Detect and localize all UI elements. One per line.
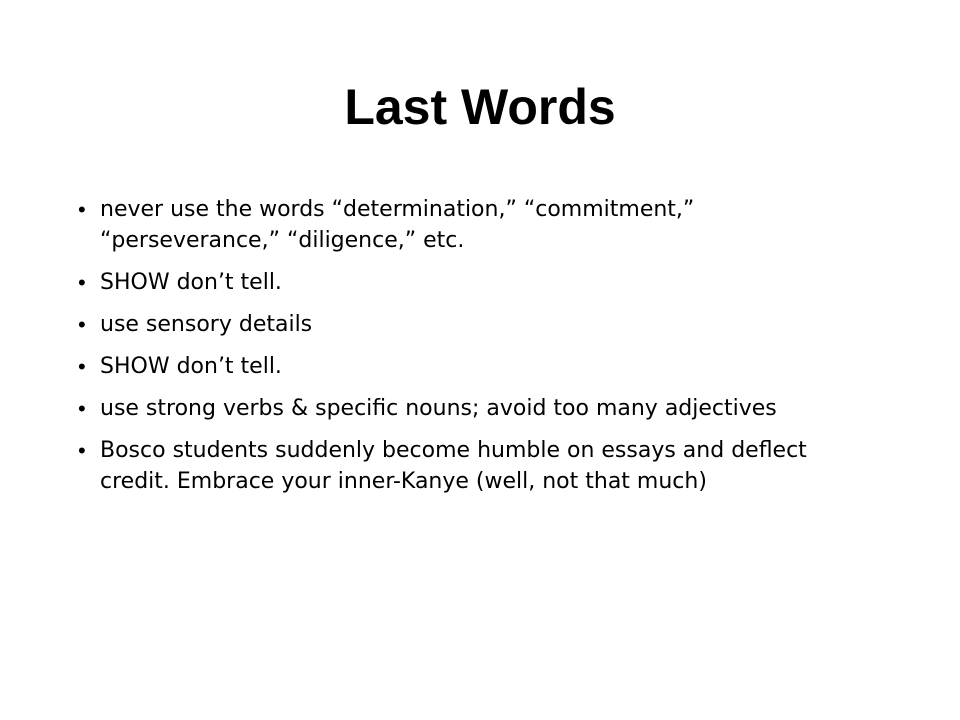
bullet-text: Bosco students suddenly become humble on essays and deflect credit. Embrace your inner-Kanye (well, not that much)	[100, 438, 807, 494]
bullet-item	[78, 309, 838, 340]
bullet-item	[78, 351, 838, 382]
bullet-item	[78, 267, 838, 298]
bullet-icon: •	[78, 270, 86, 295]
bullet-icon: •	[78, 312, 86, 337]
bullet-item	[78, 194, 838, 256]
bullet-text: SHOW don’t tell.	[100, 354, 282, 379]
bullet-text: use strong verbs & specific nouns; avoid too many adjectives	[100, 396, 777, 421]
bullet-icon: •	[78, 438, 86, 463]
bullet-item	[78, 435, 838, 497]
bullet-icon: •	[78, 354, 86, 379]
bullet-list	[78, 194, 838, 508]
bullet-item	[78, 393, 838, 424]
bullet-text: SHOW don’t tell.	[100, 270, 282, 295]
bullet-icon: •	[78, 396, 86, 421]
bullet-text: never use the words “determination,” “commitment,” “perseverance,” “diligence,” etc.	[100, 197, 695, 253]
bullet-icon: •	[78, 197, 86, 222]
slide-title: Last Words	[344, 79, 616, 135]
bullet-text: use sensory details	[100, 312, 313, 337]
